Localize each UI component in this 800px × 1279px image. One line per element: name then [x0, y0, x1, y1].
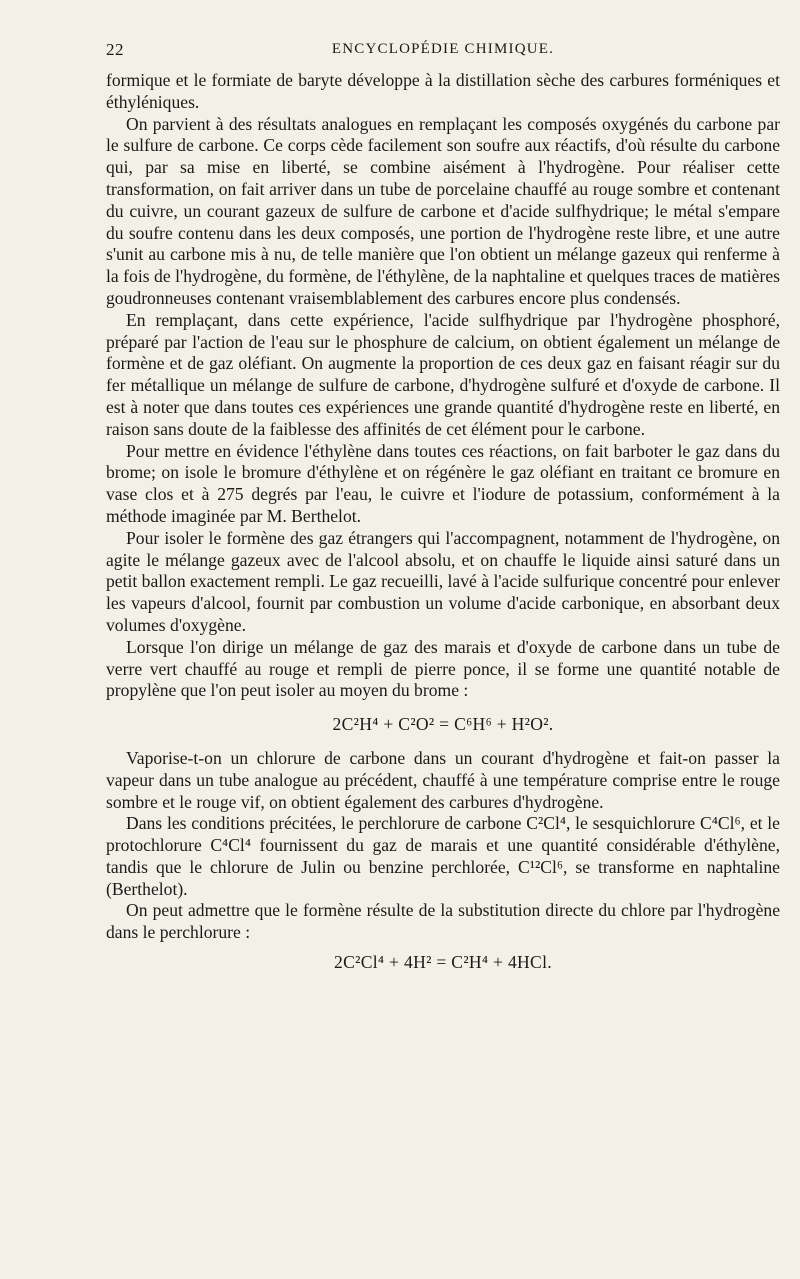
paragraph: Pour mettre en évidence l'éthylène dans toutes ces réactions, on fait barboter le gaz dans du brome; on isole le bromure d'éthylène et on régénère le gaz oléfiant en traitant ce bromure en vase clos et à 275 degrés par l'eau, le cuivre et l'iodure de potassium, conformément à la méthode imaginée par M. Berthelot. [106, 440, 780, 526]
paragraph: formique et le formiate de baryte développe à la distillation sèche des carbures forméniques et éthyléniques. [106, 70, 780, 112]
chemical-equation: 2C²Cl⁴ + 4H² = C²H⁴ + 4HCl. [334, 952, 552, 973]
paragraph: En remplaçant, dans cette expérience, l'acide sulfhydrique par l'hydrogène phosphoré, préparé par l'action de l'eau sur le phosphure de calcium, on obtient également un mélange de formène et de gaz oléfiant. On augmente la proportion de ces deux gaz en faisant réagir sur du fer métallique un mélange de sulfure de carbone, d'hydrogène sulfuré et d'oxyde de carbone. Il est à noter que dans toutes ces expériences une grande quantité d'hydrogène reste en liberté, en raison sans doute de la faiblesse des affinités de cet élément pour le carbone. [106, 309, 780, 439]
paragraph: Vaporise-t-on un chlorure de carbone dans un courant d'hydrogène et fait-on passer la vapeur dans un tube analogue au précédent, chauffé à une température comprise entre le rouge sombre et le rouge vif, on obtient également des carbures d'hydrogène. [106, 747, 780, 812]
paragraph: On peut admettre que le formène résulte de la substitution directe du chlore par l'hydrogène dans le perchlorure : [106, 900, 780, 943]
body-text [106, 70, 780, 974]
page-number: 22 [106, 40, 124, 59]
paragraph: Dans les conditions précitées, le perchlorure de carbone C²Cl⁴, le sesquichlorure C⁴Cl⁶, et le protochlorure C⁴Cl⁴ fournissent du gaz de marais et une quantité considérable d'éthylène, tandis que le chlorure de Julin ou benzine perchlorée, C¹²Cl⁶, se transforme en naphtaline (Berthelot). [106, 813, 780, 899]
paragraph: Pour isoler le formène des gaz étrangers qui l'accompagnent, notamment de l'hydrogène, on agite le mélange gazeux avec de l'alcool absolu, et on chauffe le liquide ainsi saturé dans un petit ballon exactement rempli. Le gaz recueilli, lavé à l'acide sulfurique concentré pour enlever les vapeurs d'alcool, fournit par combustion un volume d'acide carbonique, en absorbant deux volumes d'oxygène. [106, 527, 780, 635]
paragraph: Lorsque l'on dirige un mélange de gaz des marais et d'oxyde de carbone dans un tube de verre vert chauffé au rouge et rempli de pierre ponce, il se forme une quantité notable de propylène que l'on peut isoler au moyen du brome : [106, 636, 780, 701]
running-title: ENCYCLOPÉDIE CHIMIQUE. [331, 41, 555, 57]
page-header [106, 40, 780, 66]
chemical-equation: 2C²H⁴ + C²O² = C⁶H⁶ + H²O². [332, 714, 554, 735]
paragraph: On parvient à des résultats analogues en remplaçant les composés oxygénés du carbone par le sulfure de carbone. Ce corps cède facilement son soufre aux réactifs, d'où résulte du carbone qui, par sa mise en liberté, se combine aisément à l'hydrogène. Pour réaliser cette transformation, on fait arriver dans un tube de porcelaine chauffé au rouge sombre et contenant du cuivre, un courant gazeux de sulfure de carbone et d'acide sulfhydrique; le métal s'empare du soufre contenu dans les deux composés, une portion de l'hydrogène reste libre, et une autre s'unit au carbone mis à nu, de telle manière que l'on obtient un mélange gazeux qui renferme à la fois de l'hydrogène, du formène, de l'éthylène, de la naphtaline et quelques traces de matières goudronneuses contenant vraisemblablement des carbures encore plus condensés. [106, 113, 780, 308]
